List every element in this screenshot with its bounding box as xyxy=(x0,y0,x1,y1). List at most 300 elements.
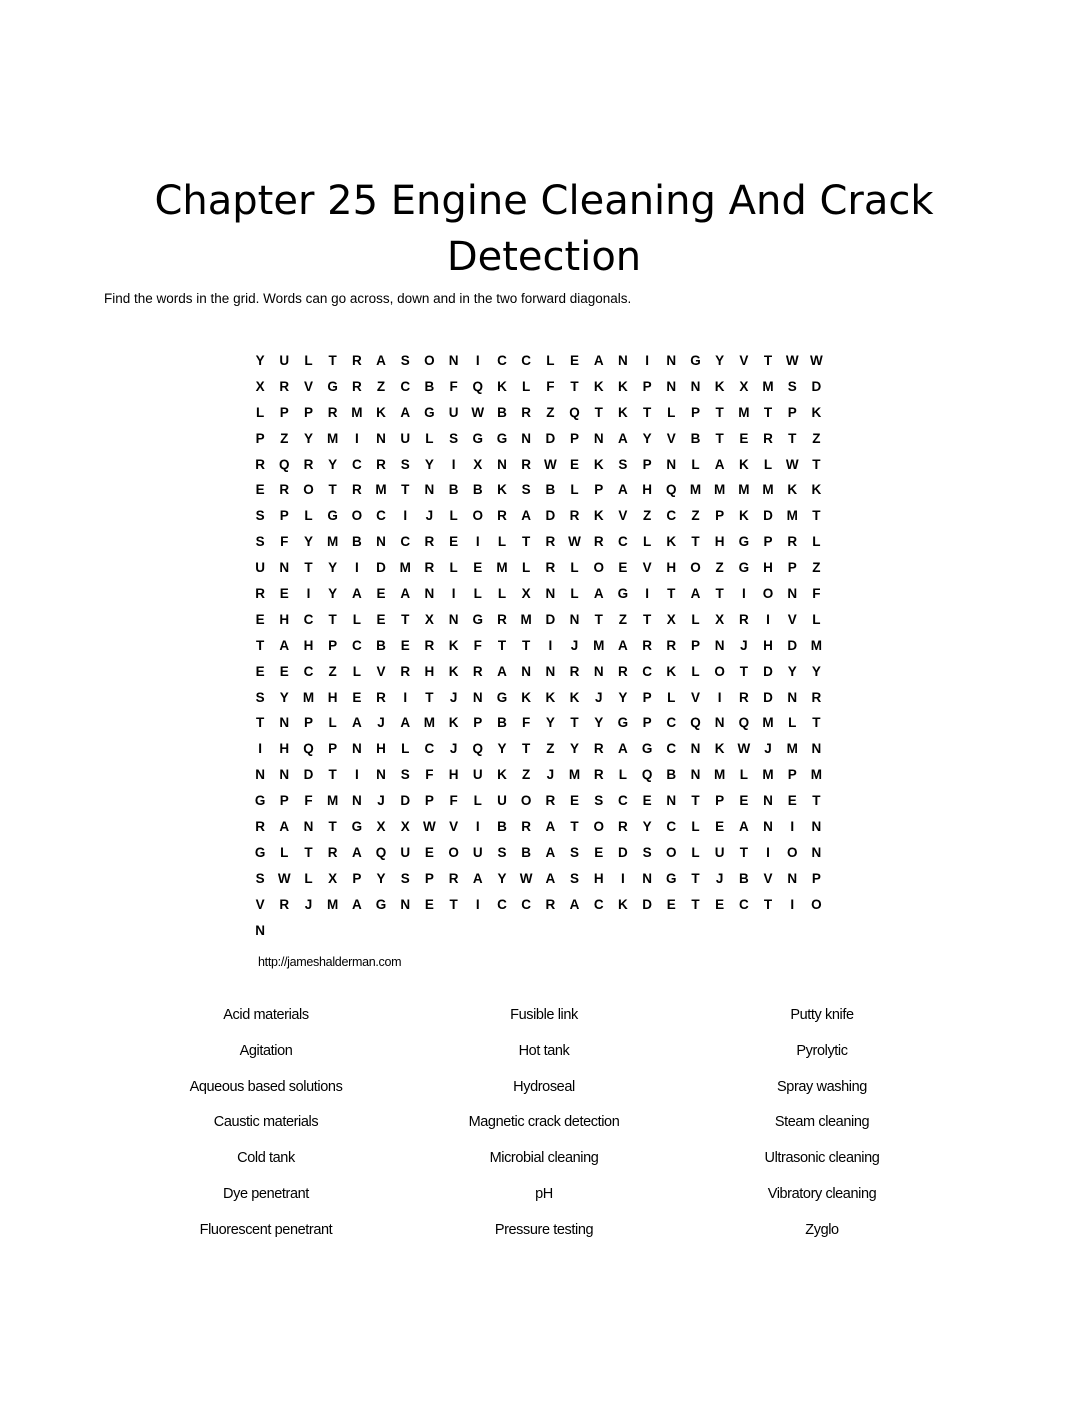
grid-cell: Y xyxy=(303,430,313,446)
grid-cell: R xyxy=(424,560,435,576)
grid-cell: B xyxy=(424,378,435,394)
grid-cell: T xyxy=(691,896,700,912)
grid-cell: N xyxy=(448,353,459,368)
grid-cell: Y xyxy=(255,353,265,368)
grid-cell: R xyxy=(593,767,604,783)
grid-cell: N xyxy=(690,378,701,394)
grid-cell: Z xyxy=(328,663,337,679)
grid-cell: V xyxy=(255,896,265,912)
grid-cell: G xyxy=(641,741,653,757)
grid-cell: I xyxy=(766,844,770,860)
grid-cell: N xyxy=(787,870,798,886)
grid-cell: T xyxy=(812,715,821,731)
grid-cell: S xyxy=(497,844,507,860)
grid-cell: R xyxy=(811,689,822,705)
grid-cell: T xyxy=(401,482,410,498)
grid-cell: L xyxy=(280,844,289,860)
grid-cell: J xyxy=(425,508,434,524)
grid-cell: I xyxy=(475,819,480,835)
grid-cell: G xyxy=(690,353,701,368)
grid-cell: Q xyxy=(303,741,314,757)
grid-cell: L xyxy=(691,819,700,835)
grid-cell: H xyxy=(448,767,459,783)
grid-cell: E xyxy=(715,896,725,912)
grid-cell: Z xyxy=(618,611,628,627)
grid-cell: T xyxy=(715,404,724,420)
grid-cell: R xyxy=(400,663,411,679)
grid-cell: A xyxy=(593,353,604,368)
grid-cell: B xyxy=(472,482,483,498)
grid-cell: H xyxy=(642,482,652,498)
grid-cell: Q xyxy=(472,741,484,757)
grid-cell: R xyxy=(497,508,507,524)
grid-cell: Y xyxy=(811,663,821,679)
grid-cell: T xyxy=(328,482,337,498)
grid-cell: N xyxy=(714,715,725,731)
grid-cell: U xyxy=(448,404,459,420)
grid-cell: K xyxy=(738,508,749,524)
grid-cell: P xyxy=(303,404,313,420)
grid-cell: Z xyxy=(280,430,289,446)
grid-cell: H xyxy=(424,663,435,679)
grid-cell: T xyxy=(642,611,652,627)
grid-cell: N xyxy=(279,715,290,731)
grid-cell: F xyxy=(449,793,458,809)
grid-cell: C xyxy=(618,793,628,809)
grid-cell: M xyxy=(714,482,726,498)
grid-cell: P xyxy=(642,715,652,731)
grid-cell: X xyxy=(739,378,749,394)
grid-cell: T xyxy=(594,404,603,420)
grid-cell: S xyxy=(449,430,459,446)
grid-cell: M xyxy=(496,560,508,576)
word-list-item: Dye penetrant xyxy=(223,1185,309,1202)
grid-cell: T xyxy=(425,689,434,705)
grid-cell: R xyxy=(351,482,362,498)
grid-cell: M xyxy=(520,611,532,627)
grid-cell: K xyxy=(545,689,556,705)
grid-cell: N xyxy=(642,870,652,886)
grid-cell: D xyxy=(400,793,411,809)
letter-grid xyxy=(248,348,829,943)
grid-cell: D xyxy=(376,560,386,576)
grid-cell: N xyxy=(255,767,265,783)
grid-cell: X xyxy=(400,819,410,835)
grid-cell: S xyxy=(400,767,410,783)
grid-cell: A xyxy=(545,819,556,835)
grid-cell: P xyxy=(352,870,362,886)
grid-cell: D xyxy=(763,508,773,524)
grid-cell: C xyxy=(666,819,677,835)
grid-cell: O xyxy=(593,819,604,835)
grid-cell: Q xyxy=(641,767,653,783)
grid-cell: R xyxy=(351,378,362,394)
grid-cell: N xyxy=(400,896,411,912)
grid-cell: Y xyxy=(497,870,507,886)
grid-cell: Q xyxy=(569,404,580,420)
grid-cell: T xyxy=(304,560,313,576)
word-list-column-3 xyxy=(672,1005,972,1256)
grid-cell: K xyxy=(811,404,822,420)
grid-cell: Q xyxy=(738,715,750,731)
grid-cell: K xyxy=(738,456,749,472)
grid-cell: K xyxy=(448,715,459,731)
grid-cell: S xyxy=(594,793,604,809)
instructions: Find the words in the grid. Words can go across, down and in the two forward diagonals. xyxy=(104,291,632,306)
grid-cell: S xyxy=(255,534,265,550)
grid-cell: T xyxy=(594,611,603,627)
grid-cell: J xyxy=(304,896,313,912)
grid-cell: A xyxy=(376,353,386,368)
grid-cell: H xyxy=(763,560,773,576)
grid-cell: X xyxy=(666,611,676,627)
grid-cell: S xyxy=(400,870,410,886)
grid-cell: P xyxy=(328,637,338,653)
word-list-item: Magnetic crack detection xyxy=(468,1114,620,1131)
grid-cell: P xyxy=(473,715,483,731)
grid-cell: T xyxy=(715,430,724,446)
grid-cell: N xyxy=(811,741,822,757)
grid-cell: Y xyxy=(570,741,580,757)
grid-cell: N xyxy=(424,482,435,498)
grid-cell: P xyxy=(715,508,725,524)
grid-cell: H xyxy=(327,689,338,705)
grid-cell: O xyxy=(666,844,677,860)
grid-cell: K xyxy=(448,637,459,653)
grid-cell: E xyxy=(787,793,797,809)
grid-cell: L xyxy=(739,767,748,783)
grid-cell: K xyxy=(497,767,507,783)
grid-cell: A xyxy=(400,586,411,602)
grid-cell: R xyxy=(448,870,459,886)
grid-cell: G xyxy=(738,534,750,550)
word-list-item: Pressure testing xyxy=(494,1221,594,1238)
grid-cell: K xyxy=(376,404,386,420)
grid-cell: S xyxy=(400,456,410,472)
grid-cell: E xyxy=(424,896,434,912)
grid-cell: N xyxy=(521,430,532,446)
grid-cell: U xyxy=(497,793,507,809)
grid-cell: R xyxy=(763,430,773,446)
grid-cell: R xyxy=(521,456,532,472)
grid-cell: W xyxy=(471,404,485,420)
grid-cell: T xyxy=(763,404,773,420)
grid-cell: Q xyxy=(666,482,677,498)
grid-cell: O xyxy=(762,586,774,602)
grid-cell: Z xyxy=(812,560,821,576)
grid-cell: Y xyxy=(497,741,507,757)
grid-cell: E xyxy=(255,482,265,498)
grid-cell: D xyxy=(545,430,556,446)
grid-cell: S xyxy=(521,482,531,498)
word-list-item: Aqueous based solutions xyxy=(189,1078,343,1095)
grid-cell: S xyxy=(255,870,265,886)
grid-cell: S xyxy=(400,353,410,368)
grid-cell: A xyxy=(618,430,628,446)
grid-cell: T xyxy=(642,404,652,420)
grid-cell: M xyxy=(593,637,605,653)
grid-cell: Z xyxy=(812,430,821,446)
grid-cell: L xyxy=(522,560,531,576)
grid-cell: N xyxy=(618,353,628,368)
grid-cell: A xyxy=(279,637,290,653)
grid-cell: G xyxy=(472,611,484,627)
grid-cell: D xyxy=(811,378,822,394)
grid-cell: N xyxy=(303,819,314,835)
grid-cell: M xyxy=(302,689,315,705)
grid-cell: T xyxy=(570,715,579,731)
grid-cell: A xyxy=(545,844,556,860)
grid-cell: A xyxy=(497,663,507,679)
grid-cell: R xyxy=(255,586,265,602)
grid-cell: Z xyxy=(546,741,555,757)
grid-cell: K xyxy=(618,404,628,420)
grid-cell: R xyxy=(303,456,314,472)
grid-cell: M xyxy=(327,430,339,446)
grid-cell: N xyxy=(448,611,459,627)
grid-cell: I xyxy=(354,767,359,783)
grid-cell: S xyxy=(570,844,580,860)
grid-cell: I xyxy=(741,586,746,602)
grid-cell: I xyxy=(645,353,649,368)
grid-cell: W xyxy=(277,870,291,886)
grid-cell: T xyxy=(255,715,265,731)
grid-cell: T xyxy=(449,896,458,912)
grid-cell: N xyxy=(376,430,386,446)
grid-cell: L xyxy=(691,456,700,472)
grid-cell: P xyxy=(763,534,773,550)
grid-cell: A xyxy=(738,819,749,835)
grid-cell: G xyxy=(496,689,508,705)
grid-cell: V xyxy=(787,611,797,627)
word-list-item: Pyrolytic xyxy=(796,1042,848,1059)
grid-cell: B xyxy=(690,430,701,446)
grid-cell: Y xyxy=(328,586,338,602)
grid-cell: Y xyxy=(545,715,555,731)
grid-cell: U xyxy=(279,353,290,368)
grid-cell: R xyxy=(545,534,556,550)
grid-cell: L xyxy=(691,844,700,860)
grid-cell: L xyxy=(570,560,579,576)
grid-cell: Q xyxy=(472,378,484,394)
grid-cell: A xyxy=(351,715,362,731)
grid-cell: M xyxy=(351,404,363,420)
grid-cell: X xyxy=(424,611,434,627)
grid-cell: M xyxy=(568,767,581,783)
grid-cell: O xyxy=(593,560,604,576)
grid-cell: D xyxy=(618,844,628,860)
grid-cell: G xyxy=(738,560,750,576)
grid-cell: R xyxy=(618,819,628,835)
grid-cell: P xyxy=(787,767,797,783)
grid-cell: W xyxy=(519,870,533,886)
grid-cell: R xyxy=(738,611,749,627)
grid-cell: V xyxy=(763,870,773,886)
grid-cell: N xyxy=(666,378,677,394)
grid-cell: I xyxy=(475,353,480,368)
grid-cell: T xyxy=(328,353,337,368)
grid-cell: M xyxy=(327,896,339,912)
grid-cell: N xyxy=(690,767,701,783)
grid-cell: W xyxy=(810,353,823,368)
grid-cell: A xyxy=(569,896,580,912)
grid-cell: W xyxy=(737,741,751,757)
grid-cell: G xyxy=(617,715,629,731)
grid-cell: T xyxy=(739,844,748,860)
grid-cell: Z xyxy=(715,560,724,576)
grid-cell: P xyxy=(690,404,700,420)
grid-cell: P xyxy=(690,637,700,653)
grid-cell: B xyxy=(545,482,556,498)
word-list-item: Hot tank xyxy=(518,1042,570,1059)
word-list-item: Steam cleaning xyxy=(774,1114,870,1131)
grid-cell: R xyxy=(279,378,290,394)
grid-cell: N xyxy=(811,844,822,860)
grid-cell: R xyxy=(593,534,604,550)
grid-cell: R xyxy=(255,456,265,472)
grid-cell: L xyxy=(425,430,434,446)
grid-cell: P xyxy=(424,870,434,886)
grid-cell: C xyxy=(400,378,411,394)
grid-cell: M xyxy=(375,482,387,498)
word-list-item: Agitation xyxy=(239,1042,293,1059)
grid-cell: S xyxy=(255,689,265,705)
grid-cell: Y xyxy=(618,689,628,705)
grid-cell: L xyxy=(812,534,821,550)
grid-cell: L xyxy=(667,689,676,705)
grid-cell: R xyxy=(424,534,435,550)
grid-cell: N xyxy=(545,586,556,602)
word-list-item: Putty knife xyxy=(790,1007,854,1023)
grid-cell: N xyxy=(497,456,507,472)
grid-cell: V xyxy=(376,663,386,679)
grid-cell: Y xyxy=(594,715,604,731)
grid-cell: P xyxy=(279,508,289,524)
grid-cell: F xyxy=(812,586,821,602)
grid-cell: C xyxy=(738,896,749,912)
grid-cell: T xyxy=(522,741,531,757)
grid-cell: R xyxy=(569,508,580,524)
grid-cell: R xyxy=(327,844,338,860)
grid-cell: A xyxy=(618,637,628,653)
grid-cell: Z xyxy=(522,767,531,783)
grid-cell: F xyxy=(522,715,531,731)
grid-cell: P xyxy=(255,430,265,446)
grid-cell: T xyxy=(691,534,700,550)
grid-cell: N xyxy=(569,611,580,627)
grid-cell: N xyxy=(787,586,798,602)
grid-cell: K xyxy=(593,508,604,524)
grid-cell: R xyxy=(569,663,580,679)
grid-cell: S xyxy=(618,456,628,472)
grid-cell: T xyxy=(739,663,748,679)
grid-cell: L xyxy=(570,586,579,602)
grid-cell: K xyxy=(714,378,725,394)
word-list-item: Microbial cleaning xyxy=(489,1150,599,1167)
grid-cell: J xyxy=(546,767,555,783)
grid-cell: L xyxy=(304,870,313,886)
word-list-item: Fusible link xyxy=(510,1007,578,1023)
grid-cell: H xyxy=(714,534,725,550)
grid-cell: Q xyxy=(690,715,701,731)
grid-cell: E xyxy=(424,844,434,860)
grid-cell: N xyxy=(666,456,677,472)
grid-cell: I xyxy=(451,586,456,602)
word-list-column-1 xyxy=(116,1005,416,1256)
grid-cell: L xyxy=(763,456,773,472)
grid-cell: V xyxy=(666,430,676,446)
grid-cell: E xyxy=(449,534,459,550)
grid-cell: R xyxy=(545,896,556,912)
grid-cell: O xyxy=(303,482,314,498)
grid-cell: L xyxy=(788,715,797,731)
grid-cell: C xyxy=(666,715,677,731)
grid-cell: G xyxy=(496,430,508,446)
grid-cell: C xyxy=(593,896,604,912)
grid-cell: J xyxy=(715,870,724,886)
grid-cell: M xyxy=(327,793,339,809)
word-list-item: Ultrasonic cleaning xyxy=(764,1150,880,1167)
grid-cell: U xyxy=(714,844,725,860)
grid-cell: I xyxy=(790,896,795,912)
grid-cell: F xyxy=(280,534,289,550)
grid-cell: W xyxy=(543,456,557,472)
grid-cell: L xyxy=(546,353,555,368)
grid-cell: K xyxy=(521,689,532,705)
grid-cell: Q xyxy=(375,844,387,860)
grid-cell: G xyxy=(375,896,387,912)
grid-cell: U xyxy=(400,430,411,446)
grid-cell: T xyxy=(763,353,773,368)
grid-cell: T xyxy=(763,896,773,912)
grid-cell: H xyxy=(763,637,773,653)
grid-cell: R xyxy=(738,689,749,705)
grid-cell: H xyxy=(666,560,677,576)
grid-cell: L xyxy=(401,741,410,757)
grid-cell: M xyxy=(786,741,798,757)
grid-cell: O xyxy=(424,353,435,368)
grid-cell: A xyxy=(521,508,532,524)
source-url: http://jameshalderman.com xyxy=(258,955,402,969)
grid-cell: F xyxy=(449,378,458,394)
grid-cell: U xyxy=(472,844,483,860)
grid-cell: A xyxy=(400,715,411,731)
grid-cell: B xyxy=(448,482,459,498)
grid-cell: J xyxy=(764,741,772,757)
grid-cell: M xyxy=(762,482,774,498)
grid-cell: R xyxy=(376,689,386,705)
grid-cell: L xyxy=(812,611,821,627)
grid-cell: E xyxy=(666,896,676,912)
grid-cell: E xyxy=(642,793,652,809)
grid-cell: Y xyxy=(715,353,725,368)
grid-cell: V xyxy=(690,689,700,705)
grid-cell: E xyxy=(279,586,289,602)
grid-cell: P xyxy=(787,560,797,576)
grid-cell: A xyxy=(351,844,362,860)
grid-cell: C xyxy=(666,741,677,757)
grid-cell: G xyxy=(666,870,677,886)
grid-cell: X xyxy=(328,870,338,886)
grid-cell: Y xyxy=(424,456,434,472)
word-list-item: Caustic materials xyxy=(213,1114,319,1131)
grid-cell: T xyxy=(812,793,821,809)
word-list-item: Spray washing xyxy=(777,1078,867,1095)
grid-cell: H xyxy=(593,870,604,886)
grid-cell: S xyxy=(642,844,652,860)
grid-cell: J xyxy=(449,689,458,705)
grid-cell: P xyxy=(642,378,652,394)
